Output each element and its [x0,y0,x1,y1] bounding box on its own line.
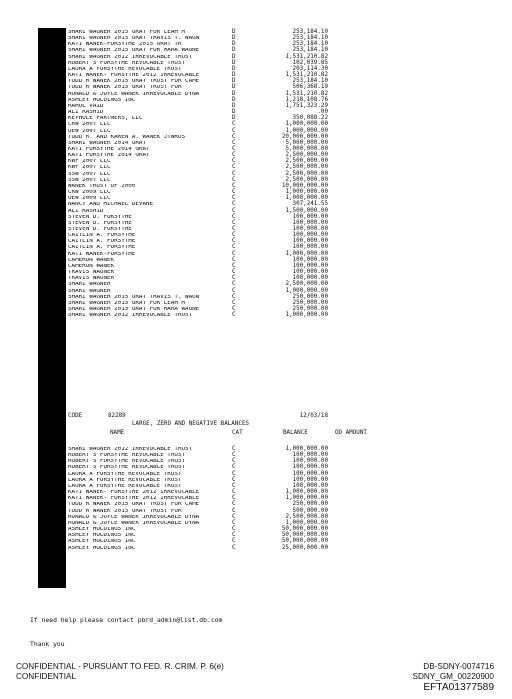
account-balance: 5,000,000.00 [285,139,328,146]
account-balance: 100,000.00 [292,452,328,459]
account-category: C [232,312,236,319]
account-name: SSW 2007 LLC [68,177,111,183]
account-name: SHARI WAGNER 2015 GRAT FOR LEAH M [68,30,186,35]
account-name: KATI WANEK- FORSYTHE 2012 IRREVOCABLE [68,73,200,79]
confidentiality-footer [16,662,224,682]
account-category: C [232,538,236,545]
account-name: LAURA A FORSYTHE REVOCABLE TRUST [68,483,182,489]
account-name: KWF 2007 LLC [68,165,111,171]
account-category: C [232,275,236,282]
account-category: C [232,145,236,152]
account-balance: 1,000,000.00 [285,287,328,294]
account-name: ALI RASHID [68,110,104,116]
account-balance: 1,531,210.82 [285,90,328,97]
account-name: SHARI WAGNER 2015 GRAT TRAVIS T. WAGN [68,294,200,300]
account-name: SHARI WAGNER 2012 IRREVOCABLE TRUST [68,313,193,319]
account-balance: 50,000,000.00 [281,526,328,533]
account-name: KATI WANEK- FORSYTHE 2012 IRREVOCABLE [68,496,200,502]
account-name: SHARI WAGNER 2012 IRREVOCABLE TRUST [68,447,193,452]
account-balance: 1,000,000.00 [285,489,328,496]
account-balance: 1,751,323.29 [285,102,328,109]
code-value: 82289 [108,413,126,419]
account-balance: 2,500,000.00 [285,513,328,520]
account-category: D [232,115,236,122]
account-name: STEVEN D. FORSYTHE [68,227,132,232]
account-category: C [232,176,236,183]
account-balance: 20,000,000.00 [281,133,328,140]
account-name: ROBERT S FORSYTHE REVOCABLE TRUST [68,459,186,465]
column-header-balance: BALANCE [283,430,308,436]
account-balance: 100,000.00 [292,256,328,263]
account-balance: 1,218,108.76 [285,96,328,103]
account-name: KATI FORSYTHE 2014 GRAT [68,153,150,159]
account-balance: 100,000.00 [292,275,328,282]
account-category: C [232,544,236,551]
account-balance: 100,000.00 [292,476,328,483]
account-category: C [232,232,236,239]
account-balance: 1,000,000.00 [285,127,328,134]
account-balance: 253,184.10 [292,78,328,85]
account-category: C [232,470,236,477]
account-balance: 100,000.00 [292,219,328,226]
account-balance: 1,000,000.00 [285,250,328,257]
account-name: KATI FORSYTHE 2014 GRAT [68,146,150,152]
account-balance: 1,000,000.00 [285,312,328,319]
account-balance: 10,000,000.00 [281,182,328,189]
account-category: C [232,139,236,146]
account-category: D [232,78,236,85]
account-category: C [232,262,236,269]
account-balance: 250,000.00 [292,299,328,306]
account-category: C [232,207,236,214]
account-name: ASHLEY HOLDINGS INC [68,527,136,533]
account-balance: 100,000.00 [292,262,328,269]
account-category: D [232,35,236,42]
account-name: CAITLIN A. FORSYTHE [68,239,136,245]
account-balance: 253,184.10 [292,29,328,35]
account-name: ASHLEY HOLDINGS INC [68,539,136,545]
confidential-label: CONFIDENTIAL [16,672,77,681]
account-balance: 50,000,000.00 [281,538,328,545]
account-category: C [232,219,236,226]
account-name: TRAVIS WAGNER [68,276,115,282]
account-category: C [232,476,236,483]
account-name: CAMERON WANEK [68,257,115,263]
account-balance: 25,000,000.00 [281,544,328,551]
account-name: SSW 2007 LLC [68,171,111,177]
account-balance: 100,000.00 [292,213,328,220]
account-balance: 203,114.30 [292,65,328,72]
account-name: ASHLEY HOLDINGS INC [68,545,136,551]
bates-footer [413,662,494,694]
account-name: TODD R WANEK 2015 GRAT TRUST FOR [68,85,182,91]
account-category: C [232,519,236,526]
account-category: C [232,458,236,465]
account-name: TODD R WANEK 2015 GRAT TRUST FOR CAME [68,79,200,85]
account-category: C [232,158,236,165]
table-row [68,313,328,319]
account-category: C [232,299,236,306]
account-balance: .00 [317,109,328,116]
account-balance: 1,531,210.82 [285,72,328,79]
account-name: ALI RASHID [68,208,104,214]
account-balance: 250,000.00 [292,306,328,313]
help-text [30,600,222,656]
account-name: ROBERT S FORSYTHE REVOCABLE TRUST [68,453,186,459]
account-balance: 250,000.00 [292,293,328,300]
account-category: C [232,170,236,177]
account-name: SHARI WAGNER 2015 GRAT TRAVIS T. WAGN [68,36,200,42]
account-balance: 100,000.00 [292,226,328,232]
account-category: D [232,59,236,66]
account-category: C [232,195,236,202]
account-category: C [232,133,236,140]
account-balance: 1,500,000.00 [285,207,328,214]
account-category: D [232,109,236,116]
account-category: C [232,189,236,196]
account-balance: 100,000.00 [292,482,328,489]
account-category: D [232,84,236,91]
account-name: KATI WANEK-FORSYTHE [68,251,136,257]
account-category: D [232,90,236,97]
account-category: C [232,164,236,171]
account-balance: 1,531,210.82 [285,53,328,60]
account-balance: 100,000.00 [292,464,328,471]
account-name: STEVEN D. FORSYTHE [68,214,132,220]
column-header-name: NAME [110,430,125,436]
account-name: TODD R WANEK 2015 GRAT TRUST FOR CAME [68,502,200,508]
account-balance: 1,000,000.00 [285,446,328,452]
account-category: C [232,127,236,134]
account-name: SHARI WAGNER 2015 GRAT FOR MARA WAGNE [68,307,200,313]
account-category: D [232,53,236,60]
account-name: RONALD & JOYCE WANEK IRREVOCABLE DYNA [68,514,200,520]
account-balance: 1,000,000.00 [285,195,328,202]
account-category: C [232,250,236,257]
account-category: C [232,507,236,514]
account-name: RONALD & JOYCE WANEK IRREVOCABLE DYNA [68,520,200,526]
account-balance: 100,000.00 [292,470,328,477]
account-balance: 1,000,000.00 [285,519,328,526]
account-category: C [232,281,236,288]
account-category: C [232,532,236,539]
account-name: CRW 2007 LLC [68,122,111,128]
account-category: C [232,452,236,459]
account-balance: 2,500,000.00 [285,176,328,183]
sdny-id: SDNY_GM_00220900 [412,672,494,681]
account-category: C [232,446,236,452]
account-balance: 100,000.00 [292,458,328,465]
account-balance: 253,184.10 [292,47,328,54]
account-name: SHARI WAGNER [68,288,111,294]
account-name: KWF 2007 LLC [68,159,111,165]
account-balance: 1,000,000.00 [285,495,328,502]
balance-listing-1 [68,30,328,319]
account-name: RONALD & JOYCE WANEK IRREVOCABLE DYNA [68,91,200,97]
account-name: CAMERON WANEK [68,263,115,269]
account-balance: 1,000,000.00 [285,121,328,128]
account-category: D [232,47,236,54]
bates-number: EFTA01377589 [423,682,494,693]
account-category: C [232,152,236,159]
account-category: C [232,513,236,520]
account-balance: 100,000.00 [292,238,328,245]
account-category: C [232,495,236,502]
account-balance: 100,000.00 [292,244,328,251]
balance-listing-2 [68,447,328,552]
account-category: C [232,269,236,276]
column-header-od-amount: OD AMOUNT [335,430,367,436]
account-category: C [232,201,236,208]
account-name: GEW 2009 LLC [68,196,111,202]
account-balance: 500,000.00 [292,507,328,514]
code-label: CODE [68,413,83,419]
account-name: ROBERT S FORSYTHE REVOCABLE TRUST [68,60,186,66]
account-name: KATI WANEK- FORSYTHE 2012 IRREVOCABLE [68,490,200,496]
account-name: SHARI WAGNER 2012 IRREVOCABLE TRUST [68,54,193,60]
table-row [68,546,328,552]
account-category: D [232,72,236,79]
account-category: C [232,213,236,220]
account-category: D [232,96,236,103]
help-thanks-line: Thank you [30,640,65,648]
account-balance: 350,088.22 [292,115,328,122]
account-category: C [232,293,236,300]
account-category: D [232,65,236,72]
account-category: C [232,306,236,313]
doc-id: DB-SDNY-0074716 [423,662,494,671]
account-category: D [232,102,236,109]
account-name: RAHUL VAID [68,103,104,109]
account-balance: 307,241.55 [292,201,328,208]
account-name: ROBERT S FORSYTHE REVOCABLE TRUST [68,465,186,471]
account-category: C [232,182,236,189]
account-balance: 253,184.10 [292,41,328,48]
redaction-bar [38,28,66,588]
account-category: C [232,287,236,294]
account-name: NANCY AND MICHAEL DEVANE [68,202,154,208]
account-name: SHARI WAGNER 2014 GRAT [68,140,147,146]
account-name: LAURA A FORSYTHE REVOCABLE TRUST [68,471,182,477]
column-header-cat: CAT [232,430,243,436]
account-balance: 100,000.00 [292,269,328,276]
account-balance: 5,000,000.00 [285,145,328,152]
account-category: C [232,489,236,496]
account-name: LAURA A FORSYTHE REVOCABLE TRUST [68,477,182,483]
account-category: C [232,226,236,232]
account-name: KEYHOLE PARTNERS, LLC [68,116,143,122]
report-date: 12/03/18 [299,413,328,419]
account-name: WANEK TRUST OF 2000 [68,183,136,189]
code-line [68,414,328,421]
account-balance: 102,039.85 [292,59,328,66]
account-balance: 50,000,000.00 [281,532,328,539]
section-heading: LARGE, ZERO AND NEGATIVE BALANCES [132,421,250,427]
account-balance: 2,500,000.00 [285,164,328,171]
account-name: SHARI WAGNER [68,282,111,288]
account-category: C [232,526,236,533]
account-category: C [232,121,236,128]
account-name: ASHLEY HOLDINGS INC [68,533,136,539]
account-balance: 253,184.10 [292,35,328,42]
account-balance: 2,500,000.00 [285,281,328,288]
account-category: D [232,29,236,35]
account-name: KATI WANEK-FORSYTHE 2015 GRAT TR [68,42,182,48]
account-name: TODD R WANEK 2015 GRAT TRUST FOR [68,508,182,514]
account-balance: 250,000.00 [292,501,328,508]
account-name: ASHLEY HOLDINGS INC [68,97,136,103]
account-category: C [232,244,236,251]
account-name: SHARI WAGNER 2015 GRAT FOR LEAH M [68,300,186,306]
account-name: GEW 2007 LLC [68,128,111,134]
account-balance: 1,000,000.00 [285,189,328,196]
account-category: C [232,482,236,489]
account-category: C [232,238,236,245]
account-name: STEVEN D. FORSYTHE [68,220,132,226]
account-name: LAURA A FORSYTHE REVOCABLE TRUST [68,66,182,72]
account-name: TRAVIS WAGNER [68,270,115,276]
confidential-notice: CONFIDENTIAL - PURSUANT TO FED. R. CRIM. P. 6(e) [16,662,224,671]
account-category: C [232,256,236,263]
account-name: CAITLIN A. FORSYTHE [68,245,136,251]
account-name: TODD R. AND KAREN A. WANEK JTWROS [68,134,186,140]
account-balance: 2,500,000.00 [285,158,328,165]
help-contact-line: If need help please contact pbrd_admin@list.db.com [30,616,223,624]
account-balance: 2,500,000.00 [285,152,328,159]
account-name: CRW 2009 LLC [68,190,111,196]
account-balance: 506,368.19 [292,84,328,91]
account-category: C [232,501,236,508]
account-balance: 100,000.00 [292,232,328,239]
account-name: CAITLIN A. FORSYTHE [68,233,136,239]
account-category: D [232,41,236,48]
account-balance: 2,500,000.00 [285,170,328,177]
account-category: C [232,464,236,471]
account-name: SHARI WAGNER 2015 GRAT FOR MARA WAGNE [68,48,200,54]
